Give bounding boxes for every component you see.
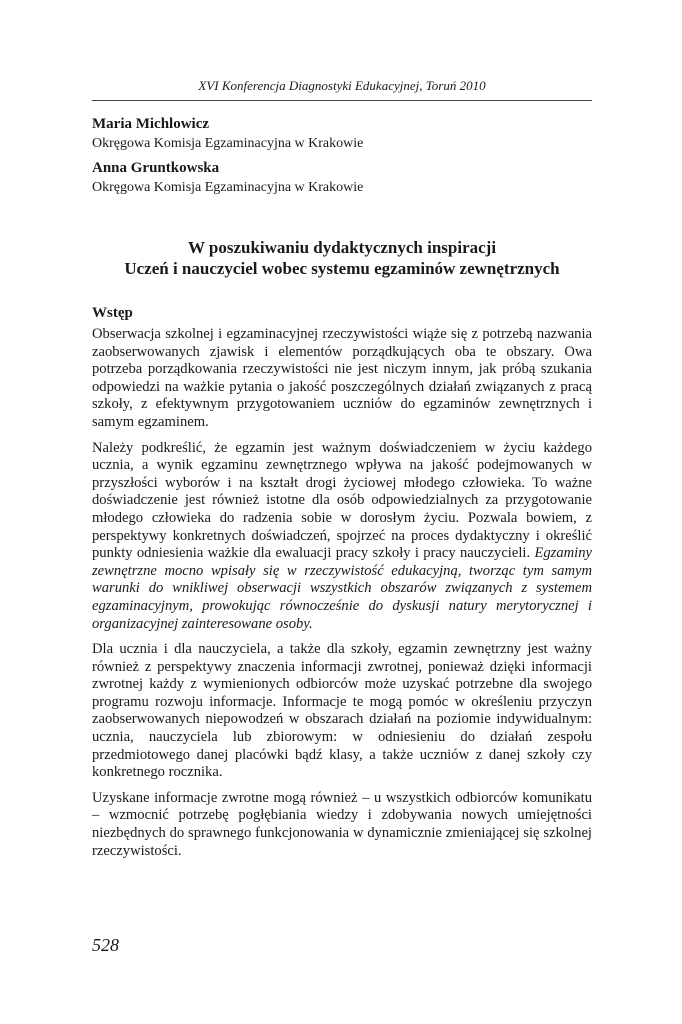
paragraph-4: Uzyskane informacje zwrotne mogą również – u wszystkich odbiorców komunikatu – wzmocnić potrzebę pogłębiania wiedzy i zdobywania nowych umiejętności niezbędnych do sprawnego funkcjonowania w dynamicznie zmieniającej się szkolnej rzeczywistości. [92, 789, 592, 859]
paragraph-1: Obserwacja szkolnej i egzaminacyjnej rzeczywistości wiąże się z potrzebą nazwania zaobserwowanych zjawisk i elementów porządkujących oba te obszary. Owa potrzeba porządkowania rzeczywistości nie jest niczym innym, jak próbą szukania odpowiedzi na ważkie pytania o jakość poszczególnych działań związanych z pracą szkoły, z efektywnym przygotowaniem uczniów do egzaminów zewnętrznych i samym egzaminem. [92, 326, 592, 430]
paragraph-2-italic: Egzaminy zewnętrzne mocno wpisały się w rzeczywistość edukacyjną, tworząc tym samym warunki do wnikliwej obserwacji wszystkich obszarów związanych z systemem egzaminacyjnym, prowokując równocześnie do dyskusji natury merytorycznej i organizacyjnej zainteresowane osoby. [92, 545, 592, 632]
paragraph-3: Dla ucznia i dla nauczyciela, a także dla szkoły, egzamin zewnętrzny jest ważny również z perspektywy znaczenia informacji zwrotnej, ponieważ dzięki informacji zwrotnej każdy z wymienionych odbiorców może uzyskać potrzebne dla swojego programu rozwoju informacje. Informacje te mogą pomóc w określeniu przyczyn zaobserwowanych niepowodzeń w obszarach działań na poziomie indywidualnym: ucznia, nauczyciela lub zbiorowym: w odniesieniu do działań zespołu przedmiotowego danej placówki bądź klasy, a także uczniów z danej szkoły czy konkretnego rocznika. [92, 641, 592, 781]
page-number: 528 [92, 935, 119, 955]
paragraph-2 [92, 440, 592, 634]
running-header: XVI Konferencja Diagnostyki Edukacyjnej, Toruń 2010 [198, 78, 486, 93]
section-heading: Wstęp [92, 305, 133, 321]
author-name: Anna Gruntkowska [92, 160, 220, 176]
authors-block [92, 114, 592, 202]
body-text [92, 326, 592, 868]
paragraph-2-text: Należy podkreślić, że egzamin jest ważnym doświadczeniem w życiu każdego ucznia, a wynik egzaminu zewnętrznego wpływa na jakość podejmowanych w przyszłości wyborów i na kształt drogi życiowej młodego człowieka. To ważne doświadczenie jest również istotne dla osób odpowiedzialnych za przygotowanie młodego człowieka do radzenia sobie w dorosłym życiu. Pozwala bowiem, z perspektywy konkretnych doświadczeń, spojrzeć na proces dydaktyczny i określić punkty odniesienia ważkie dla ewaluacji pracy szkoły i pracy nauczycieli. [92, 439, 592, 562]
author-affiliation: Okręgowa Komisja Egzaminacyjna w Krakowie [92, 136, 364, 151]
header-rule [92, 100, 592, 101]
article-title [92, 237, 592, 279]
author-name: Maria Michlowicz [92, 116, 210, 132]
title-line-1: W poszukiwaniu dydaktycznych inspiracji [187, 238, 497, 257]
author-affiliation: Okręgowa Komisja Egzaminacyjna w Krakowie [92, 180, 364, 195]
title-line-2: Uczeń i nauczyciel wobec systemu egzaminów zewnętrznych [124, 259, 560, 278]
